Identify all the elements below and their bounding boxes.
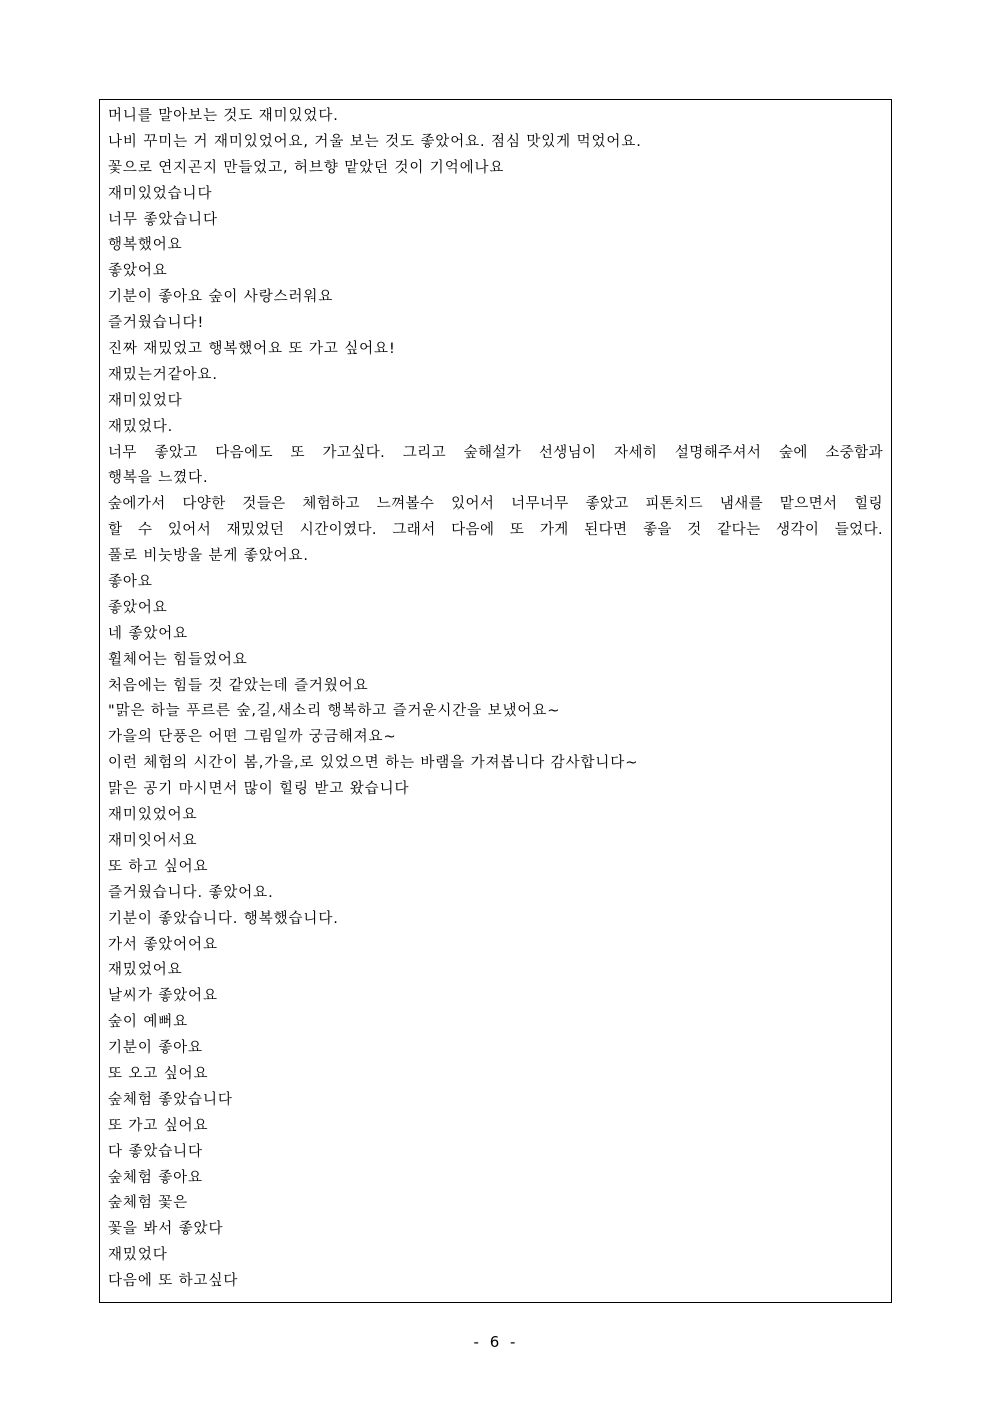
feedback-line: 숲에가서 다양한 것들은 체험하고 느껴볼수 있어서 너무너무 좋았고 피톤치드 냄새를 맡으면서 힐링 [108, 496, 883, 513]
feedback-line: 좋았어요 [108, 599, 168, 616]
feedback-line: 할 수 있어서 재밌었던 시간이였다. 그래서 다음에 또 가게 된다면 좋을 것 같다는 생각이 들었다. [108, 522, 883, 539]
feedback-line: 기분이 좋았습니다. 행복했습니다. [108, 910, 339, 927]
feedback-line: 다 좋았습니다 [108, 1143, 203, 1160]
feedback-line: 또 오고 싶어요 [108, 1065, 209, 1082]
feedback-line: 좋았어요 [108, 263, 168, 280]
feedback-line: 재밌었어요 [108, 962, 183, 979]
feedback-line: 가서 좋았어어요 [108, 936, 218, 953]
feedback-line: "맑은 하늘 푸르른 숲,길,새소리 행복하고 즐거운시간을 보냈어요~ [108, 703, 561, 720]
feedback-line: 재밌었다 [108, 1247, 168, 1264]
feedback-line: 재미잇어서요 [108, 832, 198, 849]
feedback-line: 또 가고 싶어요 [108, 1117, 209, 1134]
feedback-line: 행복했어요 [108, 237, 183, 254]
feedback-line: 숲체험 좋아요 [108, 1169, 203, 1186]
feedback-line: 맑은 공기 마시면서 많이 힐링 받고 왔습니다 [108, 781, 410, 798]
feedback-line: 숲체험 꽃은 [108, 1195, 189, 1212]
feedback-line: 이런 체험의 시간이 봄,가을,로 있었으면 하는 바램을 가져봅니다 감사합니다~ [108, 755, 639, 772]
feedback-line: 행복을 느꼈다. [108, 470, 209, 487]
feedback-line: 재미있었어요 [108, 807, 198, 824]
feedback-line: 재미있었다 [108, 392, 183, 409]
feedback-line: 너무 좋았고 다음에도 또 가고싶다. 그리고 숲해설가 선생님이 자세히 설명해주셔서 숲에 소중함과 [108, 444, 883, 461]
feedback-line: 다음에 또 하고싶다 [108, 1273, 239, 1290]
feedback-line: 처음에는 힘들 것 같았는데 즐거웠어요 [108, 677, 369, 694]
feedback-line: 머니를 말아보는 것도 재미있었다. [108, 108, 339, 124]
feedback-line: 진짜 재밌었고 행복했어요 또 가고 싶어요! [108, 341, 396, 358]
feedback-line: 휠체어는 힘들었어요 [108, 651, 248, 668]
feedback-line: 숲이 예뻐요 [108, 1014, 189, 1031]
feedback-line: 풀로 비눗방울 분게 좋았어요. [108, 548, 309, 565]
feedback-line: 네 좋았어요 [108, 625, 189, 642]
feedback-line: 기분이 좋아요 숲이 사랑스러워요 [108, 289, 334, 306]
feedback-line: 숲체험 좋았습니다 [108, 1091, 233, 1108]
feedback-line: 좋아요 [108, 574, 153, 591]
feedback-line: 기분이 좋아요 [108, 1040, 203, 1057]
feedback-line: 날씨가 좋았어요 [108, 988, 218, 1005]
feedback-line: 나비 꾸미는 거 재미있었어요, 거울 보는 것도 좋았어요. 점심 맛있게 먹었어요. [108, 133, 642, 150]
feedback-line: 즐거웠습니다! [108, 315, 205, 332]
feedback-line: 재밌었다. [108, 418, 174, 435]
feedback-line: 너무 좋았습니다 [108, 211, 218, 228]
feedback-line: 즐거웠습니다. 좋았어요. [108, 884, 274, 901]
feedback-line: 재미있었습니다 [108, 185, 213, 202]
page-number: - 6 - [473, 1333, 519, 1351]
feedback-line: 꽃으로 연지곤지 만들었고, 허브향 맡았던 것이 기억에나요 [108, 159, 505, 176]
feedback-line: 가을의 단풍은 어떤 그림일까 궁금해져요~ [108, 729, 397, 746]
feedback-line: 재밌는거같아요. [108, 366, 218, 383]
feedback-line: 또 하고 싶어요 [108, 858, 209, 875]
feedback-table-cell [99, 99, 892, 1303]
feedback-line: 꽃을 봐서 좋았다 [108, 1221, 224, 1238]
